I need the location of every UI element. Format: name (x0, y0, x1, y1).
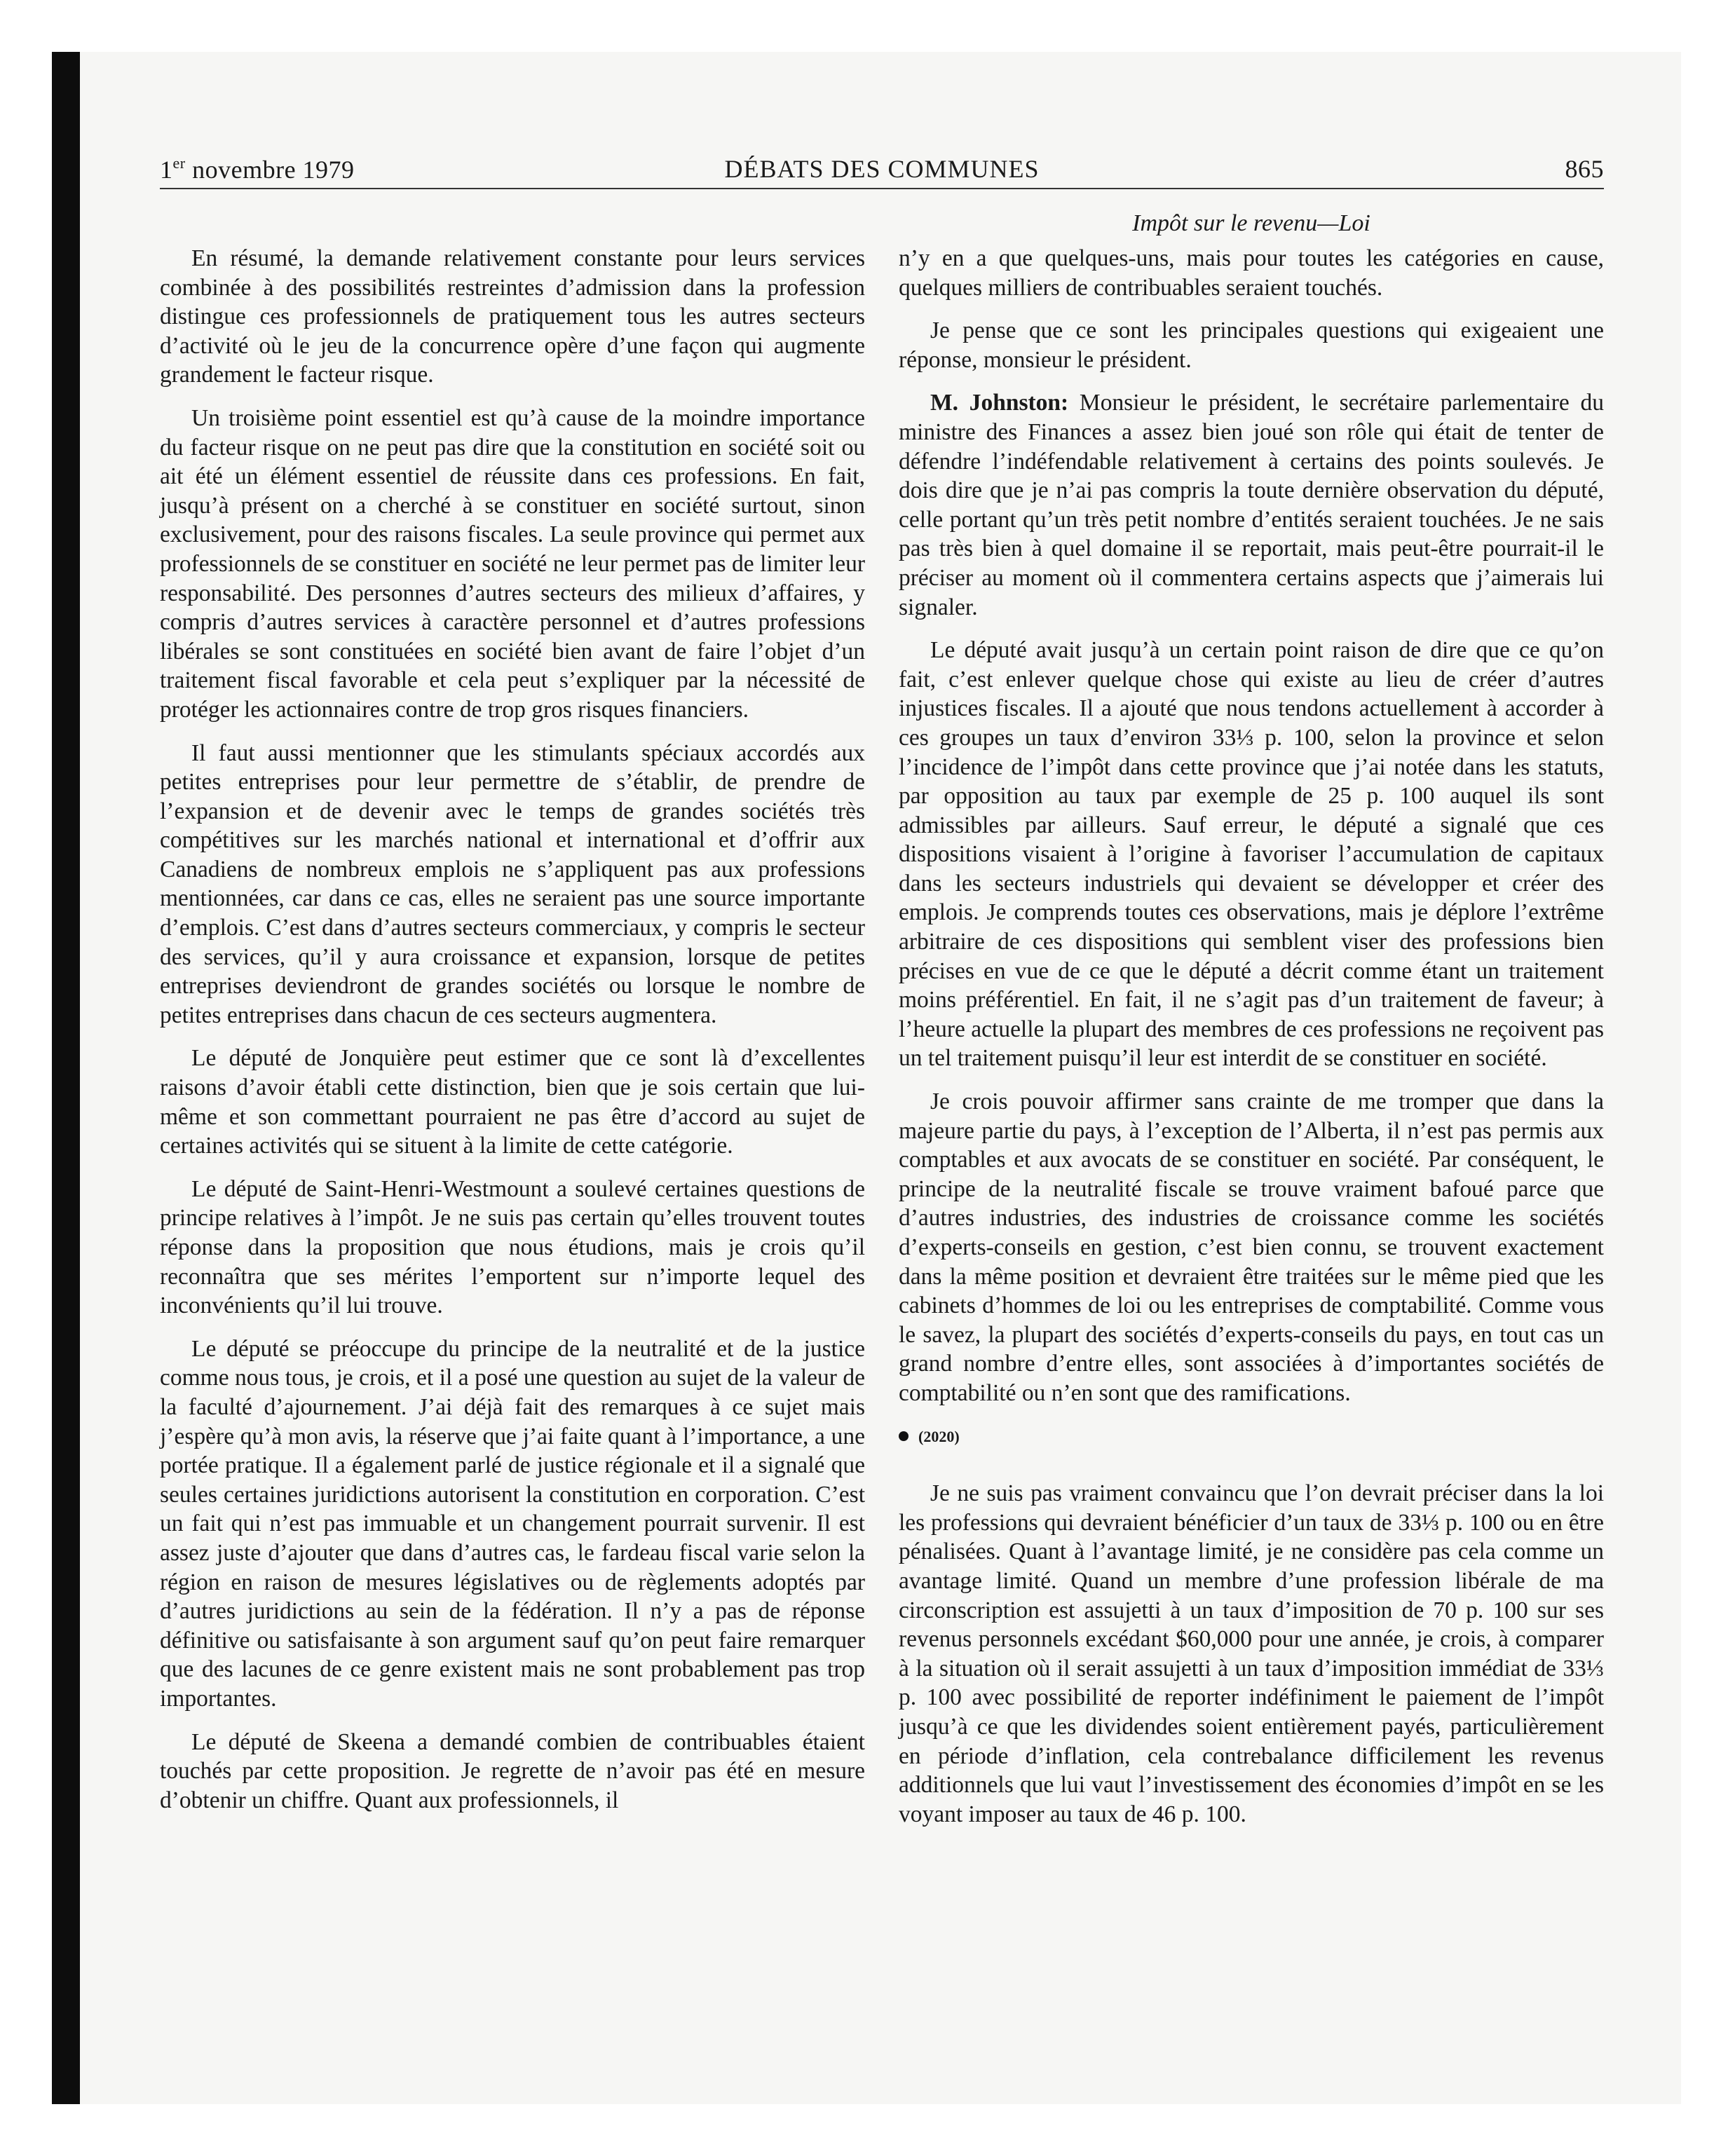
speech-text: Monsieur le président, le secrétaire parlementaire du ministre des Finances a assez bien joué son rôle qui était de tenter de défendre l’indéfendable relativement à certains des points soulevés. Je dois dire que je n’ai pas compris la toute dernière observation du député, celle portant qu’un très petit nombre d’entités seraient touchées. Je ne sais pas très bien à quel domaine il se reportait, mais peut-être pourrait-il le préciser au moment où il commentera certains aspects que j’aimerais lui signaler. (899, 390, 1604, 620)
paragraph: En résumé, la demande relativement constante pour leurs services combinée à des possibilités restreintes d’admission dans la profession distingue ces professionnels de pratiquement tous les autres secteurs d’activité où le jeu de la concurrence opère d’une façon qui augmente grandement le facteur risque. (160, 245, 865, 388)
header-rule (160, 188, 1604, 189)
paragraph: Le député de Saint-Henri-Westmount a soulevé certaines questions de principe relatives à l’impôt. Je ne suis pas certain qu’elles trouvent toutes réponse dans la proposition que nous étudions, mais je crois qu’il reconnaîtra que ses mérites l’emportent sur n’importe lequel des inconvénients qu’il lui trouve. (160, 1175, 865, 1319)
header-date-sup: er (172, 154, 186, 172)
paragraph: Le député avait jusqu’à un certain point raison de dire que ce qu’on fait, c’est enlever quelque chose qui existe au lieu de créer d’autres injustices fiscales. Il a ajouté que nous tendons actuellement à accorder à ces groupes un taux d’environ 33⅓ p. 100, selon la province et selon l’incidence de l’impôt dans cette province que j’ai notée dans les statuts, par opposition au taux par exemple de 25 p. 100 auquel ils sont admissibles par ailleurs. Sauf erreur, le député a signalé que ces dispositions visaient à l’origine à favoriser l’accumulation de capitaux dans les secteurs industriels qui devaient se développer et créer des emplois. Je comprends toutes ces observations, mais je déplore l’extrême arbitraire de ces dispositions qui semblent viser des professions bien précises en vue de ce que le député a décrit comme étant un traitement moins préférentiel. En fait, il ne s’agit pas d’un traitement de faveur; à l’heure actuelle la plupart des membres de ces professions ne reçoivent pas un tel traitement puisqu’il leur est interdit de se constituer en société. (899, 637, 1604, 1072)
paragraph: Le député se préoccupe du principe de la neutralité et de la justice comme nous tous, je crois, et il a posé une question au sujet de la valeur de la faculté d’ajournement. J’ai déjà fait des remarques à ce sujet mais j’espère qu’à mon avis, la réserve que j’ai faite quant à l’importance, a une portée pratique. Il a également parlé de justice régionale et il a signalé que seules certaines juridictions autorisent la constitution en corporation. C’est un fait qui n’est pas immuable et un changement pourrait survenir. Il est assez juste d’ajouter que dans d’autres cas, le fardeau fiscal varie selon la région en raison de mesures législatives ou de règlements adoptés par d’autres juridictions au sein de la fédération. Il n’y a pas de réponse définitive ou satisfaisante à son argument sauf qu’on peut faire remarquer que des lacunes de ce genre existent mais ne sont probablement pas trop importantes. (160, 1335, 865, 1712)
header-date-day: 1 (160, 156, 173, 184)
time-marker-label: (2020) (918, 1427, 960, 1445)
paragraph: Je ne suis pas vraiment convaincu que l’on devrait préciser dans la loi les professions qui devraient bénéficier d’un taux de 33⅓ p. 100 ou en être pénalisées. Quant à l’avantage limité, je ne considère pas cela comme un avantage limité. Quand un membre d’une profession libérale de ma circonscription est assujetti à un taux d’imposition de 70 p. 100 sur ses revenus personnels excédant $60,000 pour une année, je crois, à comparer à la situation où il serait assujetti à un taux d’imposition immédiat de 33⅓ p. 100 avec possibilité de reporter indéfiniment le paiement de l’impôt jusqu’à ce que les dividendes soient entièrement payés, particulièrement en période d’inflation, cela contrebalance difficilement les revenus additionnels que lui vaut l’investissement des économies d’impôt en se les voyant imposer au taux de 46 p. 100. (899, 1480, 1604, 1827)
paragraph: Un troisième point essentiel est qu’à cause de la moindre importance du facteur risque on ne peut pas dire que la constitution en société soit ou ait été un élément essentiel de réussite dans ces professions. En fait, jusqu’à présent on a cherché à se constituer en société surtout, sinon exclusivement, pour des raisons fiscales. La seule province qui permet aux professionnels de se constituer en société ne leur permet pas de limiter leur responsabilité. Des personnes d’autres secteurs des milieux d’affaires, y compris d’autres services à caractère personnel et d’autres professions libérales se sont constituées en société bien avant de faire l’objet d’un traitement fiscal favorable et cela peut s’expliquer par la nécessité de protéger les actionnaires contre de trop gros risques financiers. (160, 404, 865, 723)
paragraph: Je pense que ce sont les principales questions qui exigeaient une réponse, monsieur le président. (899, 318, 1604, 373)
scan-border (52, 52, 80, 2104)
paragraph: Je crois pouvoir affirmer sans crainte de me tromper que dans la majeure partie du pays, à l’exception de l’Alberta, il n’est pas permis aux comptables et aux avocats de se constituer en société. Par conséquent, le principe de la neutralité fiscale se trouve vraiment bafoué parce que d’autres industries, des industries de croissance comme les sociétés d’experts-conseils en gestion, c’est bien connu, se trouvent exactement dans la même position et devraient être traitées sur le même pied que les cabinets d’hommes de loi ou les entreprises de comptabilité. Comme vous le savez, la plupart des sociétés d’experts-conseils du pays, en tout cas un grand nombre d’entre elles, sont associées à d’importantes sociétés de comptabilité ou n’en sont que des ramifications. (899, 1089, 1604, 1406)
paragraph: Il faut aussi mentionner que les stimulants spéciaux accordés aux petites entreprises pour leur permettre de s’établir, de prendre de l’expansion et de devenir avec le temps de grandes sociétés très compétitives sur les marchés national et international et d’offrir aux Canadiens de nombreux emplois ne s’appliquent pas aux professions mentionnées, car dans ce cas, elles ne seraient pas une source importante d’emplois. C’est dans d’autres secteurs commerciaux, y compris le secteur des services, qu’il y aura croissance et expansion, lorsque de petites entreprises deviendront de grandes sociétés ou lorsque le nombre de petites entreprises dans chacun de ces secteurs augmentera. (160, 739, 865, 1028)
left-column (160, 244, 865, 1829)
speaker-name: M. Johnston: (930, 390, 1069, 416)
time-marker (899, 1422, 1604, 1452)
paragraph: n’y en a que quelques-uns, mais pour toutes les catégories en cause, quelques milliers de contribuables seraient touchés. (899, 245, 1604, 301)
paragraph: Le député de Jonquière peut estimer que ce sont là d’excellentes raisons d’avoir établi cette distinction, bien que je sois certain que lui-même et son commettant pourraient ne pas être d’accord au sujet de certaines activités qui se situent à la limite de cette catégorie. (160, 1045, 865, 1159)
paragraph: Le député de Skeena a demandé combien de contribuables étaient touchés par cette proposition. Je regrette de n’avoir pas été en mesure d’obtenir un chiffre. Quant aux professionnels, il (160, 1728, 865, 1813)
bullet-icon (899, 1431, 909, 1441)
publication-title: DÉBATS DES COMMUNES (724, 155, 1040, 183)
header-date-month-year: novembre 1979 (185, 156, 355, 184)
speech-paragraph (899, 388, 1604, 622)
running-head: Impôt sur le revenu—Loi (1132, 210, 1370, 236)
page-number: 865 (1565, 155, 1604, 183)
right-column (899, 244, 1604, 1843)
